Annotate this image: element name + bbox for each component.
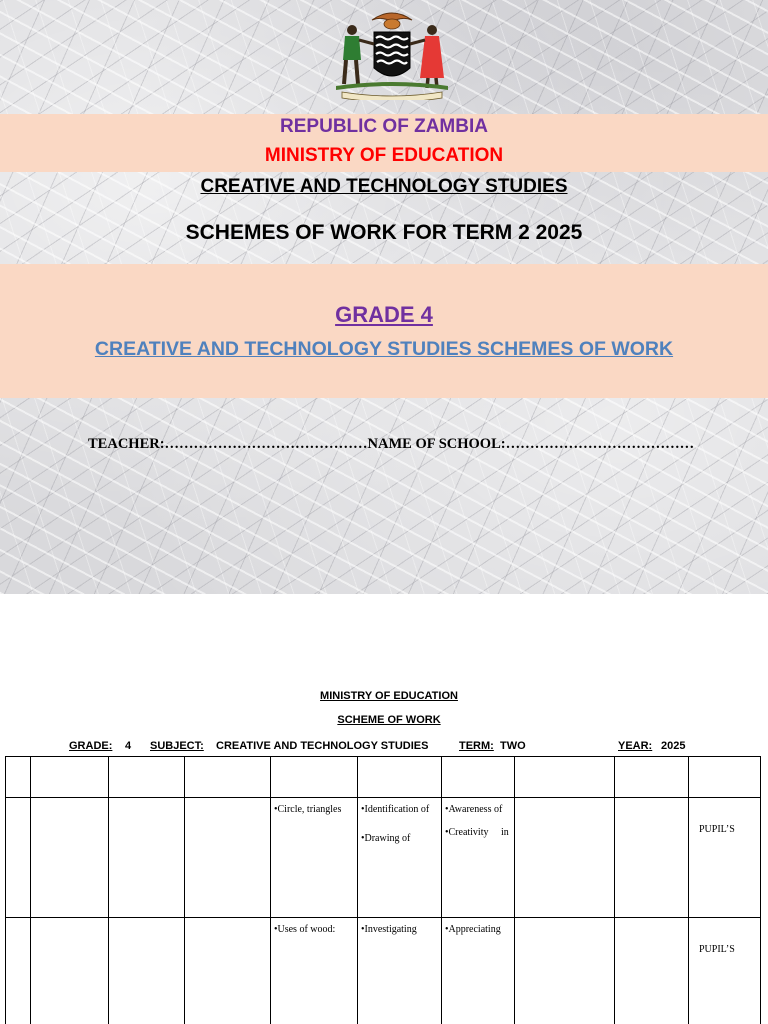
school-label: NAME OF SCHOOL: bbox=[367, 436, 506, 452]
grade-value: 4 bbox=[125, 740, 132, 752]
scheme-info-row bbox=[0, 740, 768, 754]
scheme-title-heading: SCHEME OF WORK bbox=[337, 714, 441, 726]
table-cell bbox=[515, 918, 615, 1024]
table-cell bbox=[515, 757, 615, 798]
table-cell bbox=[615, 798, 689, 918]
reference-cell bbox=[689, 798, 761, 918]
reference-cell bbox=[689, 918, 761, 1024]
ministry-title: MINISTRY OF EDUCATION bbox=[264, 145, 504, 166]
table-row bbox=[6, 798, 761, 918]
table-cell bbox=[185, 918, 271, 1024]
table-cell bbox=[31, 918, 109, 1024]
teacher-label: TEACHER: bbox=[88, 436, 165, 452]
table-cell bbox=[109, 757, 185, 798]
values-text: •Awareness of bbox=[445, 804, 503, 815]
content-text: •Uses of wood: bbox=[274, 924, 336, 935]
subject-title bbox=[0, 176, 768, 198]
table-cell bbox=[6, 757, 31, 798]
content-cell bbox=[271, 798, 358, 918]
table-cell bbox=[31, 798, 109, 918]
table-cell bbox=[109, 918, 185, 1024]
subject-title-text: CREATIVE AND TECHNOLOGY STUDIES bbox=[200, 176, 568, 197]
content-text: •Circle, triangles bbox=[274, 804, 342, 815]
subject-value: CREATIVE AND TECHNOLOGY STUDIES bbox=[216, 740, 429, 752]
teacher-blank: …………………………………… bbox=[164, 436, 368, 452]
skills-text: •Investigating bbox=[361, 924, 417, 935]
scheme-subtitle bbox=[0, 338, 768, 361]
table-cell bbox=[358, 757, 442, 798]
republic-title: REPUBLIC OF ZAMBIA bbox=[280, 116, 488, 137]
grade-title-text: GRADE 4 bbox=[335, 302, 433, 327]
scheme-subtitle-text: CREATIVE AND TECHNOLOGY STUDIES SCHEMES OF WORK bbox=[94, 338, 674, 360]
skills-text: •Identification of bbox=[361, 804, 430, 815]
scheme-title: SCHEMES OF WORK FOR TERM 2 2025 bbox=[185, 221, 583, 244]
skills-cell bbox=[358, 918, 442, 1024]
content-cell bbox=[271, 918, 358, 1024]
table-cell bbox=[185, 798, 271, 918]
teacher-school-line bbox=[88, 436, 768, 453]
scheme-ministry-heading: MINISTRY OF EDUCATION bbox=[320, 690, 458, 702]
table-cell bbox=[185, 757, 271, 798]
reference-text: PUPIL’S bbox=[699, 824, 735, 835]
values-cell bbox=[442, 918, 515, 1024]
table-cell bbox=[515, 798, 615, 918]
table-cell bbox=[271, 757, 358, 798]
scheme-table bbox=[5, 756, 761, 1024]
table-header-row bbox=[6, 757, 761, 798]
subject-label: SUBJECT: bbox=[150, 740, 204, 752]
grade-band bbox=[0, 264, 768, 398]
year-label: YEAR: bbox=[618, 740, 653, 752]
table-cell bbox=[109, 798, 185, 918]
term-label: TERM: bbox=[459, 740, 494, 752]
table-cell bbox=[689, 757, 761, 798]
values-text: •Creativity in bbox=[445, 827, 509, 838]
term-value: TWO bbox=[500, 740, 526, 752]
table-cell bbox=[615, 918, 689, 1024]
table-cell bbox=[615, 757, 689, 798]
table-cell bbox=[442, 757, 515, 798]
values-cell bbox=[442, 798, 515, 918]
skills-text: •Drawing of bbox=[361, 833, 411, 844]
school-blank: ………………………………… bbox=[505, 436, 695, 452]
coat-of-arms-emblem bbox=[328, 8, 456, 100]
grade-label: GRADE: bbox=[69, 740, 113, 752]
year-value: 2025 bbox=[661, 740, 686, 752]
skills-cell bbox=[358, 798, 442, 918]
values-text: •Appreciating bbox=[445, 924, 501, 935]
grade-title bbox=[0, 302, 768, 328]
table-cell bbox=[31, 757, 109, 798]
reference-text: PUPIL’S bbox=[699, 944, 735, 955]
table-row bbox=[6, 918, 761, 1024]
table-cell bbox=[6, 918, 31, 1024]
table-cell bbox=[6, 798, 31, 918]
